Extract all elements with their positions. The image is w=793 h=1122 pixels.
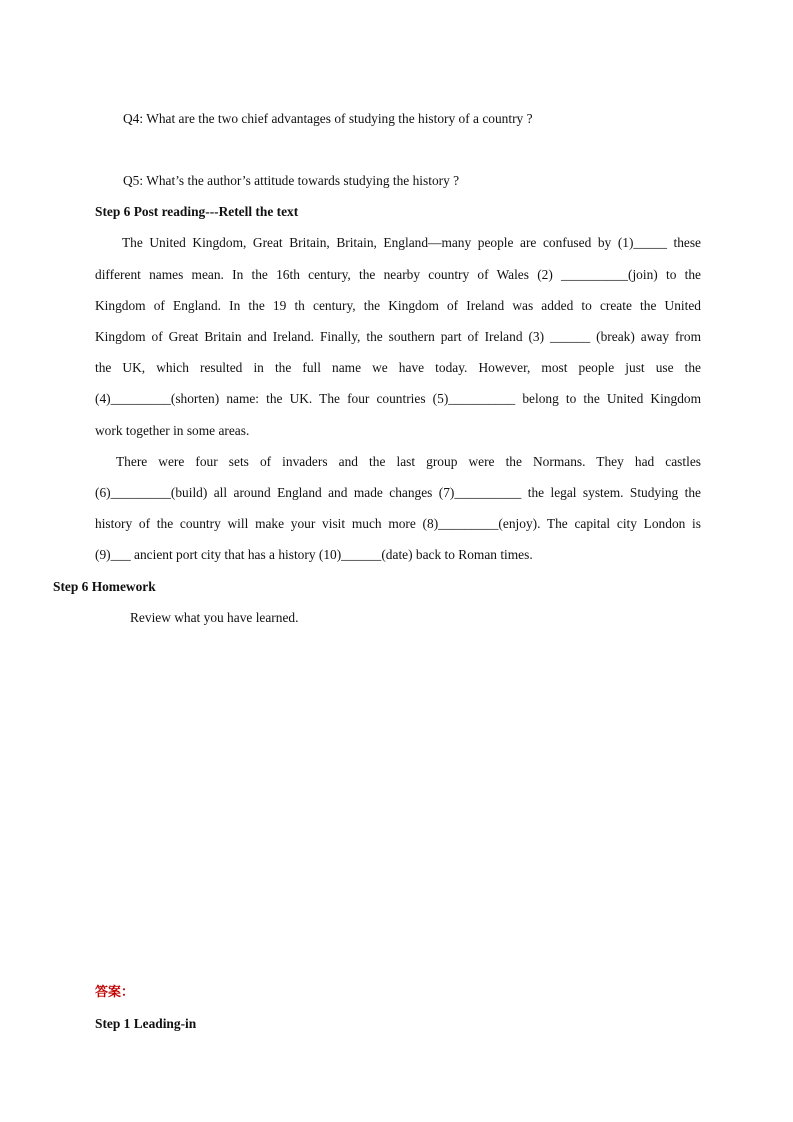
homework-text: Review what you have learned. xyxy=(130,610,299,625)
para1-line-5: the UK, which resulted in the full name we have today. However, most people just use the xyxy=(95,360,701,375)
answers-label: 答案： xyxy=(95,985,135,1000)
para2-line-4: (9)___ ancient port city that has a history (10)______(date) back to Roman times. xyxy=(95,547,533,562)
para2-line-2: (6)_________(build) all around England and made changes (7)__________ the legal system. Studying the xyxy=(95,485,701,500)
para1-line-4: Kingdom of Great Britain and Ireland. Finally, the southern part of Ireland (3) ______ (break) away from xyxy=(95,329,701,344)
para1-line-2: different names mean. In the 16th century, the nearby country of Wales (2) __________(join) to the xyxy=(95,267,701,282)
step6-post-reading-heading: Step 6 Post reading---Retell the text xyxy=(95,204,299,219)
para2-line-1: There were four sets of invaders and the last group were the Normans. They had castles xyxy=(116,454,701,469)
para1-line-3: Kingdom of England. In the 19 th century, the Kingdom of Ireland was added to create the United xyxy=(95,298,701,313)
para2-line-3: history of the country will make your visit much more (8)_________(enjoy). The capital city London is xyxy=(95,516,701,531)
step1-heading: Step 1 Leading-in xyxy=(95,1016,197,1031)
para1-line-7: work together in some areas. xyxy=(95,423,250,438)
question-q5: Q5: What’s the author’s attitude towards studying the history ? xyxy=(123,173,460,188)
question-q4: Q4: What are the two chief advantages of studying the history of a country ? xyxy=(123,111,533,126)
homework-heading: Step 6 Homework xyxy=(53,579,156,594)
para1-line-1: The United Kingdom, Great Britain, Britain, England—many people are confused by (1)_____ these xyxy=(122,235,701,250)
para1-line-6: (4)_________(shorten) name: the UK. The four countries (5)__________ belong to the United Kingdom xyxy=(95,391,701,406)
